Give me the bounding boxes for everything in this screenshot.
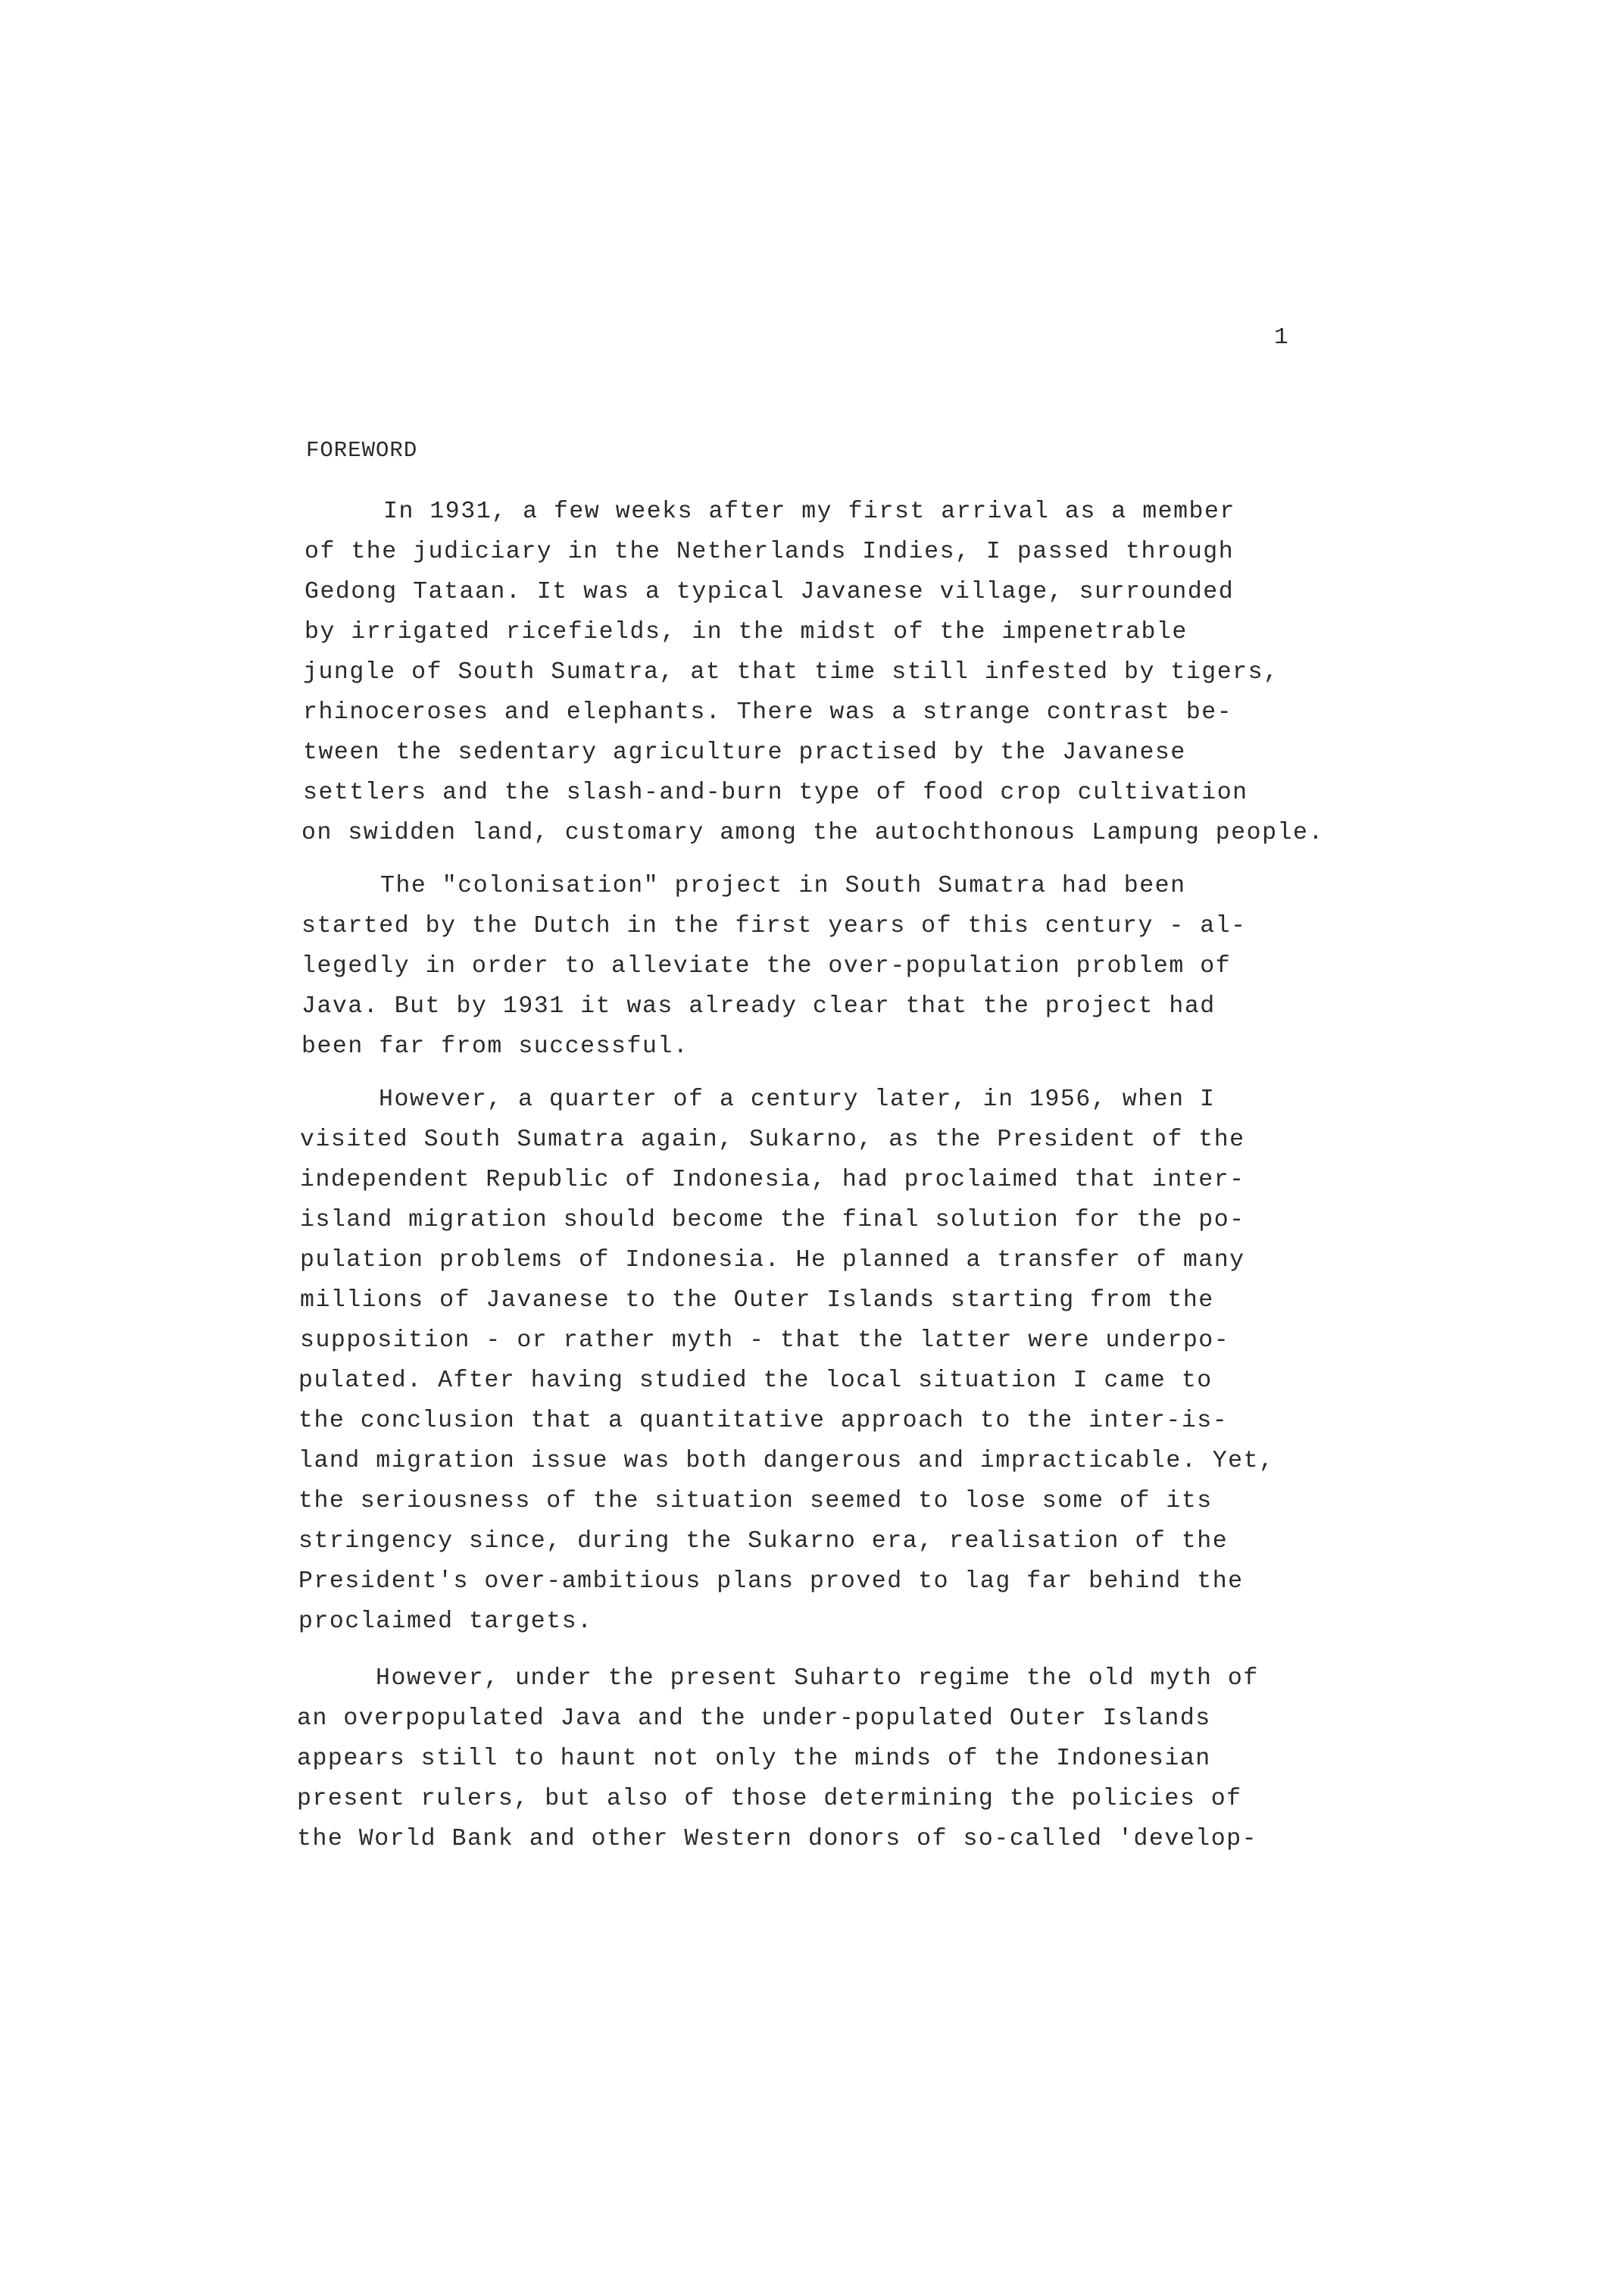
text-line: by irrigated ricefields, in the midst of the impenetrable bbox=[304, 619, 1188, 645]
text-line: started by the Dutch in the first years of this century - al- bbox=[301, 913, 1247, 939]
text-line: millions of Javanese to the Outer Islands starting from the bbox=[300, 1287, 1214, 1314]
text-line: rhinoceroses and elephants. There was a strange contrast be- bbox=[303, 699, 1233, 726]
text-line: Gedong Tataan. It was a typical Javanese village, surrounded bbox=[304, 579, 1235, 605]
text-line: settlers and the slash-and-burn type of food crop cultivation bbox=[303, 780, 1248, 806]
text-line: the seriousness of the situation seemed to lose some of its bbox=[298, 1488, 1213, 1514]
text-line: pulated. After having studied the local situation I came to bbox=[298, 1367, 1213, 1394]
text-line: land migration issue was both dangerous and impracticable. Yet, bbox=[298, 1448, 1275, 1474]
text-line: the conclusion that a quantitative approach to the inter-is- bbox=[298, 1408, 1229, 1434]
text-line: been far from successful. bbox=[301, 1033, 689, 1060]
text-line: independent Republic of Indonesia, had proclaimed that inter- bbox=[300, 1167, 1245, 1193]
text-line: However, a quarter of a century later, in 1956, when I bbox=[379, 1086, 1216, 1113]
text-line: tween the sedentary agriculture practised by the Javanese bbox=[303, 739, 1186, 766]
text-line: supposition - or rather myth - that the latter were underpo- bbox=[300, 1327, 1230, 1354]
section-heading: FOREWORD bbox=[306, 438, 418, 463]
text-line: The "colonisation" project in South Sumatra had been bbox=[380, 873, 1186, 899]
text-line: present rulers, but also of those determining the policies of bbox=[297, 1786, 1242, 1812]
text-line: legedly in order to alleviate the over-population problem of bbox=[301, 953, 1232, 980]
text-line: visited South Sumatra again, Sukarno, as the President of the bbox=[300, 1127, 1245, 1153]
text-line: pulation problems of Indonesia. He planned a transfer of many bbox=[300, 1247, 1245, 1274]
text-line: President's over-ambitious plans proved to lag far behind the bbox=[298, 1568, 1244, 1595]
text-line: the World Bank and other Western donors of so-called 'develop- bbox=[297, 1826, 1258, 1852]
text-line: of the judiciary in the Netherlands Indies, I passed through bbox=[304, 539, 1235, 565]
text-line: However, under the present Suharto regime the old myth of bbox=[376, 1665, 1259, 1692]
text-line: Java. But by 1931 it was already clear that the project had bbox=[301, 993, 1216, 1020]
text-line: island migration should become the final solution for the po- bbox=[300, 1207, 1245, 1233]
text-line: stringency since, during the Sukarno era, realisation of the bbox=[298, 1528, 1229, 1555]
text-line: proclaimed targets. bbox=[298, 1608, 593, 1635]
text-line: appears still to haunt not only the minds of the Indonesian bbox=[297, 1746, 1211, 1772]
text-line: on swidden land, customary among the autochthonous Lampung people. bbox=[301, 820, 1324, 846]
text-line: In 1931, a few weeks after my first arrival as a member bbox=[383, 499, 1235, 525]
text-line: an overpopulated Java and the under-populated Outer Islands bbox=[297, 1705, 1211, 1732]
text-line: jungle of South Sumatra, at that time still infested by tigers, bbox=[303, 659, 1279, 686]
page-number: 1 bbox=[1274, 324, 1289, 351]
